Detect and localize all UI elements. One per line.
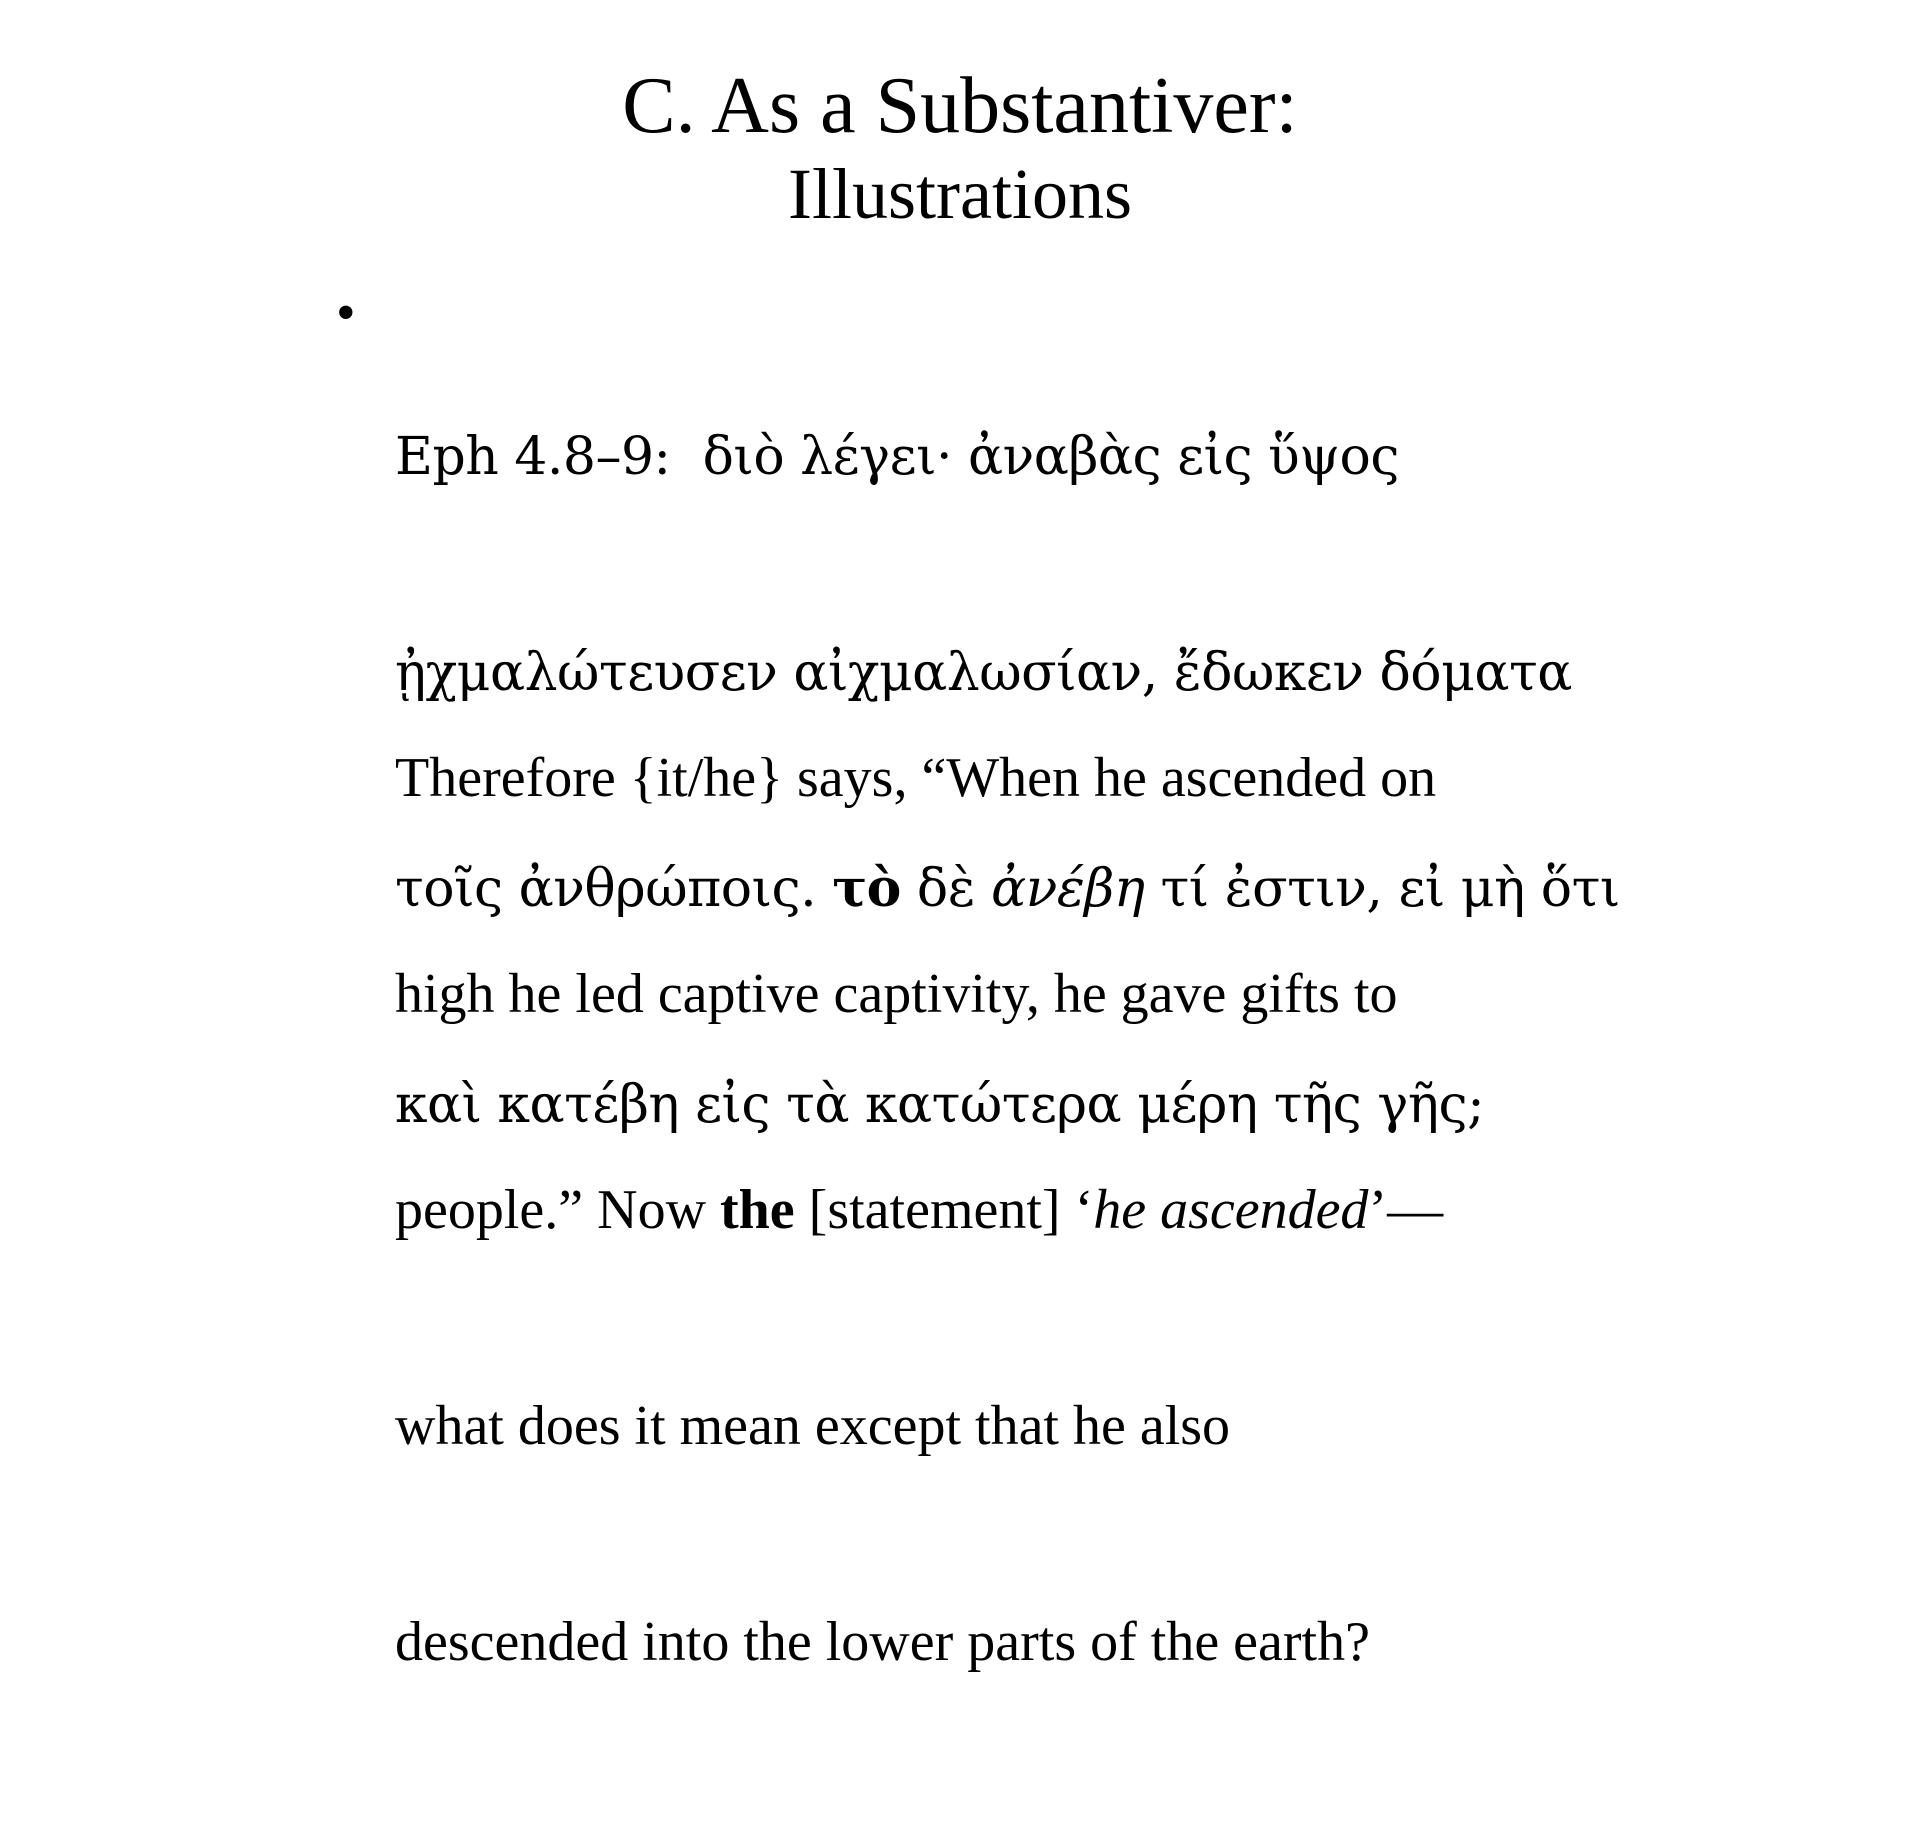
english-line-2: high he led captive captivity, he gave gifts to	[395, 963, 1398, 1025]
english-line-3-post: ’—	[1368, 1179, 1444, 1241]
greek-line-1: Eph 4.8–9: διὸ λέγει· ἀναβὰς εἰς ὕψος	[395, 427, 1399, 487]
english-he-ascended-italic: he ascended	[1093, 1179, 1369, 1241]
greek-article-bold: τὸ	[832, 858, 901, 919]
greek-anebe-italic: ἀνέβη	[991, 859, 1145, 919]
english-line-3-pre: people.” Now	[395, 1179, 721, 1241]
greek-line-4: καὶ κατέβη εἰς τὰ κατώτερα μέρη τῆς γῆς;	[395, 1075, 1485, 1135]
bullet-marker: •	[336, 282, 356, 344]
greek-line-3-pre: τοῖς ἀνθρώποις.	[395, 859, 833, 919]
greek-line-2: ᾐχμαλώτευσεν αἰχμαλωσίαν, ἔδωκεν δόματα	[395, 643, 1572, 703]
english-the-bold: the	[720, 1179, 795, 1241]
slide-title-line1: C. As a Substantiver:	[622, 62, 1298, 150]
greek-line-3-mid: δὲ	[900, 859, 992, 919]
english-line-3-mid: [statement] ‘	[794, 1179, 1094, 1241]
greek-line-3-post: τί ἐστιν, εἰ μὴ ὅτι	[1144, 859, 1620, 919]
english-line-4: what does it mean except that he also	[395, 1395, 1231, 1457]
english-translation-block	[395, 598, 1443, 1822]
english-line-5: descended into the lower parts of the earth?	[395, 1611, 1370, 1673]
slide-title-line2: Illustrations	[788, 154, 1132, 234]
english-line-3	[395, 1174, 1443, 1246]
english-line-1: Therefore {it/he} says, “When he ascended on	[395, 747, 1437, 809]
